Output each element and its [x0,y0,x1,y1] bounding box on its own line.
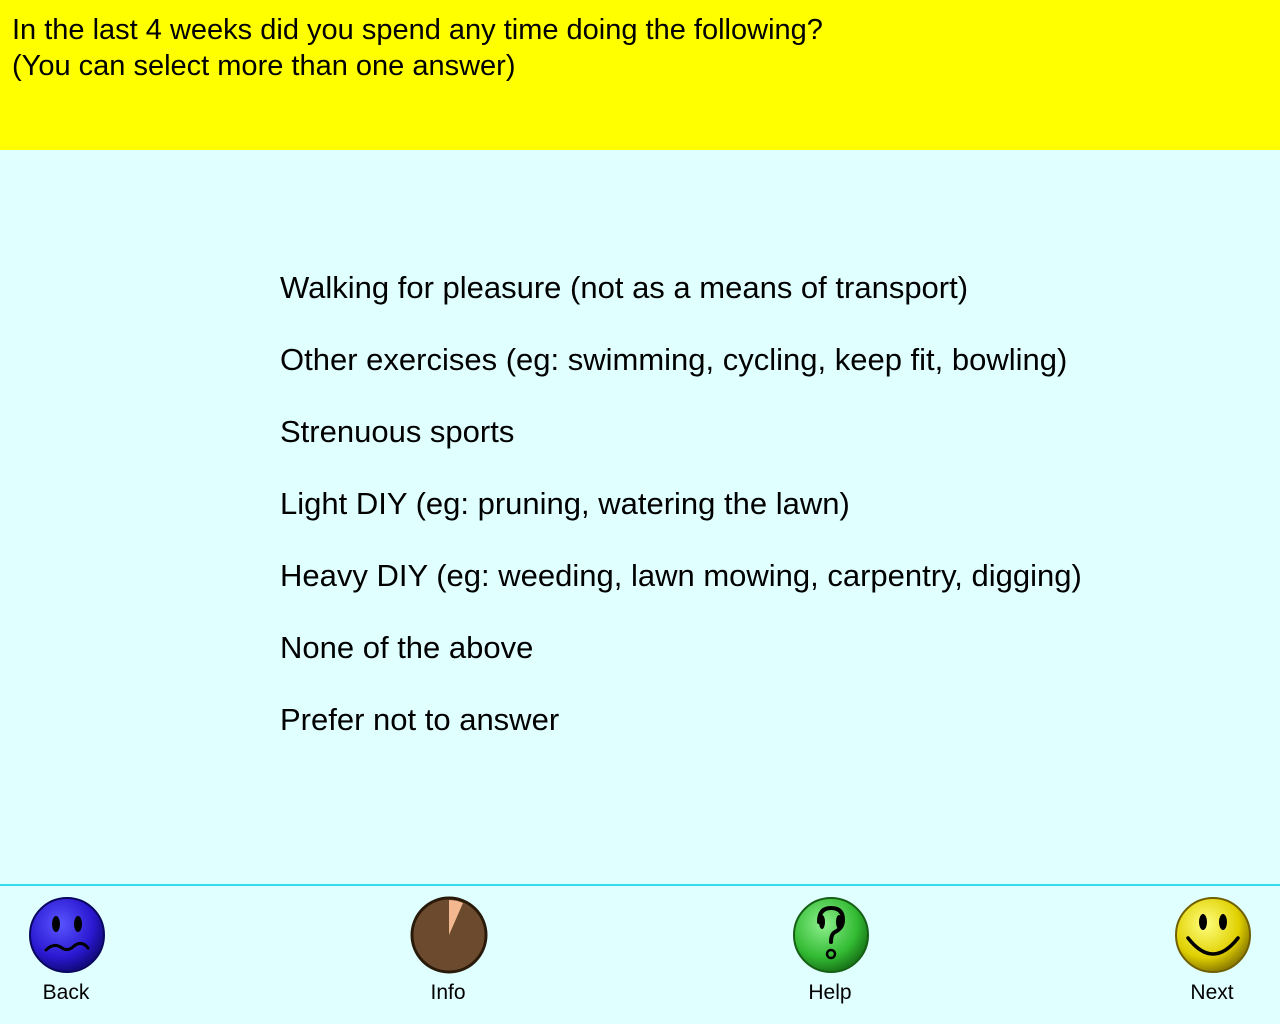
option-other-exercises[interactable]: Other exercises (eg: swimming, cycling, keep fit, bowling) [280,342,1068,377]
option-walking[interactable]: Walking for pleasure (not as a means of transport) [280,270,969,305]
option-heavy-diy[interactable]: Heavy DIY (eg: weeding, lawn mowing, carpentry, digging) [280,558,1082,593]
next-button[interactable] [1162,896,1262,1008]
question-text: In the last 4 weeks did you spend any time doing the following? [12,14,823,46]
question-instruction: (You can select more than one answer) [12,50,516,82]
help-button[interactable] [780,896,880,1008]
option-none-of-the-above[interactable]: None of the above [280,630,534,665]
question-header [0,0,1280,150]
footer-divider [0,884,1280,886]
help-label: Help [808,981,852,1004]
option-prefer-not-to-answer[interactable]: Prefer not to answer [280,702,560,737]
question-mark-icon [792,896,870,974]
sad-face-icon [28,896,106,974]
progress-clock-icon [410,896,488,974]
option-light-diy[interactable]: Light DIY (eg: pruning, watering the lawn) [280,486,850,521]
next-label: Next [1190,981,1234,1004]
info-label: Info [430,981,466,1004]
back-label: Back [42,981,90,1004]
back-button[interactable] [16,896,116,1008]
info-button[interactable] [398,896,498,1008]
option-strenuous-sports[interactable]: Strenuous sports [280,414,515,449]
smiley-face-icon [1174,896,1252,974]
